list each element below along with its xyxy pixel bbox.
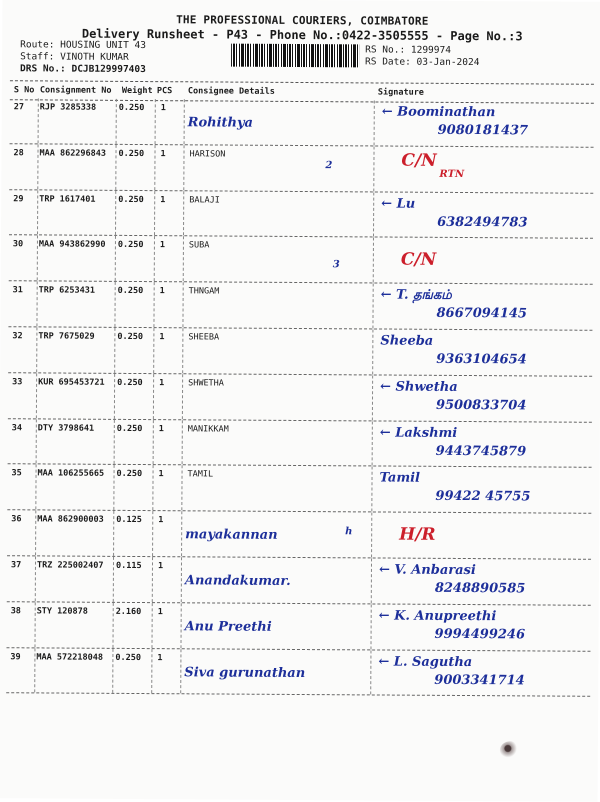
- consignment-no: MAA 862900003: [37, 514, 104, 525]
- column-divider: [38, 98, 39, 143]
- table-row: [9, 190, 593, 239]
- weight: 0.250: [117, 331, 144, 343]
- table-row: [6, 602, 590, 651]
- weight: 0.250: [118, 102, 145, 114]
- column-divider: [36, 373, 37, 418]
- column-divider: [113, 465, 114, 510]
- table-row: [9, 144, 593, 193]
- serial-no: 35: [11, 468, 22, 479]
- col-sno: S No: [13, 85, 35, 96]
- consignment-no: KUR 695453721: [38, 377, 105, 388]
- pieces: 1: [158, 423, 164, 434]
- column-divider: [183, 237, 184, 282]
- signature-phone: 9363104654: [436, 351, 527, 368]
- column-divider: [115, 236, 116, 281]
- column-divider: [180, 649, 181, 694]
- table-row: [7, 510, 591, 559]
- signature-phone: RTN: [439, 168, 465, 180]
- signature: H/R: [399, 524, 436, 546]
- column-divider: [116, 99, 117, 144]
- serial-no: 32: [12, 331, 23, 342]
- signature: ← V. Anbarasi: [378, 562, 476, 579]
- weight: 0.250: [116, 423, 143, 434]
- column-divider: [371, 513, 372, 558]
- handwritten-consignee: Anandakumar.: [184, 573, 291, 589]
- signature: C/N: [401, 150, 437, 171]
- column-divider: [182, 282, 183, 327]
- signature-phone: 6382494783: [437, 214, 528, 230]
- column-divider: [182, 328, 183, 373]
- rs-number: RS No.: 1299974: [365, 44, 451, 56]
- consignee-name: THNGAM: [188, 286, 220, 297]
- rs-date: RS Date: 03-Jan-2024: [365, 56, 480, 69]
- column-divider: [181, 466, 182, 511]
- serial-no: 33: [12, 377, 23, 388]
- drs-number: DRS No.: DCJB129997403: [19, 63, 146, 76]
- consignment-no: MAA 943862990: [38, 239, 106, 251]
- pieces: 1: [160, 148, 166, 159]
- col-consignee: Consignee Details: [187, 86, 275, 97]
- barcode: [231, 44, 359, 68]
- consignment-no: MAA 106255665: [37, 468, 105, 480]
- consignment-no: TRP 7675029: [38, 331, 95, 342]
- column-divider: [36, 419, 37, 464]
- column-divider: [151, 649, 152, 694]
- signature: Tamil: [379, 470, 421, 487]
- signature: ← T. தங்கம்: [380, 287, 452, 304]
- table-row: [7, 556, 591, 605]
- column-divider: [370, 604, 371, 649]
- col-weight: Weight: [121, 85, 153, 97]
- column-divider: [181, 511, 182, 556]
- table-row: [9, 236, 593, 285]
- consignment-no: MAA 862296843: [39, 148, 107, 159]
- consignment-no: MAA 572218048: [36, 651, 103, 663]
- consignee-name: TAMIL: [187, 469, 214, 480]
- table-row: [8, 327, 592, 376]
- consignment-no: RJP 3285338: [39, 102, 97, 113]
- weight: 0.250: [117, 240, 144, 251]
- column-divider: [152, 511, 153, 556]
- column-divider: [114, 419, 115, 464]
- weight: 2.160: [115, 606, 142, 617]
- column-divider: [153, 282, 154, 327]
- serial-no: 30: [12, 239, 24, 250]
- signature: C/N: [400, 250, 437, 271]
- column-divider: [373, 238, 374, 283]
- column-divider: [184, 99, 185, 144]
- column-divider: [181, 557, 182, 602]
- serial-no: 36: [11, 514, 22, 525]
- column-divider: [372, 375, 373, 420]
- consignee-name: SUBA: [188, 240, 210, 251]
- column-divider: [372, 284, 373, 329]
- consignment-no: TRZ 225002407: [36, 560, 104, 571]
- column-divider: [153, 328, 154, 373]
- column-divider: [151, 603, 152, 648]
- signature-phone: 9443745879: [435, 443, 527, 459]
- column-divider: [152, 557, 153, 602]
- pieces: 1: [159, 377, 165, 388]
- signature-phone: 9080181437: [437, 122, 529, 139]
- handwritten-consignee: mayakannan: [185, 527, 278, 544]
- column-divider: [372, 329, 373, 374]
- signature-phone: 8248890585: [434, 580, 526, 597]
- column-divider: [114, 328, 115, 373]
- column-divider: [183, 191, 184, 236]
- table-row: [8, 281, 592, 330]
- serial-no: 38: [10, 606, 21, 617]
- weight: 0.250: [118, 148, 145, 159]
- runsheet-title: Delivery Runsheet - P43 - Phone No.:0422-3505555 - Page No.:3: [81, 26, 523, 44]
- rs-info: [365, 44, 480, 69]
- column-divider: [152, 465, 153, 510]
- serial-no: 29: [13, 193, 24, 204]
- weight: 0.250: [118, 194, 144, 205]
- column-divider: [34, 648, 35, 693]
- weight: 0.250: [115, 652, 142, 663]
- pieces: 1: [159, 286, 165, 297]
- signature: ← Lu: [381, 196, 416, 212]
- pieces: 1: [160, 194, 166, 205]
- column-divider: [115, 145, 116, 190]
- col-consignment: Consignment No: [39, 85, 112, 96]
- serial-no: 27: [13, 102, 25, 113]
- column-divider: [180, 603, 181, 648]
- tally-mark: 3: [332, 259, 340, 271]
- pieces: 1: [159, 332, 165, 343]
- consignee-name: MANIKKAM: [187, 423, 229, 435]
- signature-phone: 99422 45755: [435, 489, 531, 505]
- column-divider: [371, 467, 372, 512]
- tally-mark: h: [345, 526, 353, 538]
- pieces: 1: [157, 561, 164, 572]
- column-divider: [153, 374, 154, 419]
- route-info: [20, 39, 146, 76]
- column-divider: [113, 511, 114, 556]
- pieces: 1: [159, 240, 166, 251]
- consignee-name: SHEEBA: [188, 332, 220, 343]
- column-divider: [37, 236, 38, 281]
- weight: 0.115: [115, 560, 142, 572]
- signature-phone: 9500833704: [435, 397, 527, 414]
- tally-mark: 2: [325, 159, 333, 171]
- consignee-name: HARISON: [189, 149, 226, 160]
- serial-no: 31: [12, 285, 23, 296]
- handwritten-consignee: Rohithya: [187, 115, 254, 131]
- pieces: 1: [157, 652, 163, 663]
- signature-phone: 9003341714: [434, 672, 525, 688]
- consignment-no: STY 120878: [36, 606, 88, 617]
- column-divider: [154, 145, 155, 190]
- pieces: 1: [160, 103, 166, 114]
- column-divider: [371, 558, 372, 603]
- column-divider: [35, 556, 36, 601]
- table-row: [8, 419, 592, 468]
- column-divider: [182, 420, 183, 465]
- column-divider: [373, 146, 374, 191]
- pieces: 1: [157, 606, 163, 617]
- handwritten-consignee: Anu Preethi: [184, 619, 272, 635]
- column-divider: [372, 421, 373, 466]
- column-divider: [182, 374, 183, 419]
- column-divider: [115, 190, 116, 235]
- column-divider: [37, 190, 38, 235]
- column-divider: [113, 557, 114, 602]
- signature-phone: 8667094145: [436, 306, 528, 322]
- consignment-no: TRP 1617401: [39, 193, 96, 205]
- pieces: 1: [158, 515, 164, 526]
- column-divider: [155, 99, 156, 144]
- column-divider: [153, 420, 154, 465]
- column-divider: [112, 603, 113, 648]
- route: Route: HOUSING UNIT 43: [20, 39, 147, 52]
- column-divider: [373, 192, 374, 237]
- column-divider: [37, 144, 38, 189]
- col-pcs: PCS: [156, 86, 173, 97]
- column-divider: [35, 465, 36, 510]
- pieces: 1: [158, 469, 164, 480]
- signature: ← K. Anupreethi: [378, 608, 497, 624]
- serial-no: 37: [10, 560, 22, 571]
- company-name: THE PROFESSIONAL COURIERS, COIMBATORE: [176, 13, 429, 28]
- ink-stain: [500, 741, 520, 759]
- column-divider: [36, 282, 37, 327]
- staff: Staff: VINOTH KUMAR: [20, 51, 129, 63]
- column-divider: [35, 511, 36, 556]
- column-divider: [112, 648, 113, 693]
- column-divider: [154, 191, 155, 236]
- column-divider: [370, 650, 371, 695]
- consignee-name: SHWETHA: [188, 378, 224, 389]
- column-divider: [36, 327, 37, 372]
- column-divider: [374, 100, 375, 145]
- table-row: [7, 465, 591, 514]
- consignee-name: BALAJI: [189, 194, 220, 206]
- serial-no: 28: [13, 148, 24, 159]
- column-divider: [154, 236, 155, 281]
- weight: 0.250: [117, 377, 143, 388]
- col-signature: Signature: [377, 87, 424, 98]
- table-row: [10, 98, 594, 147]
- handwritten-consignee: Siva gurunathan: [184, 664, 306, 681]
- signature: Sheeba: [380, 333, 434, 349]
- signature: ← Lakshmi: [379, 425, 458, 441]
- signature: ← Boominathan: [381, 104, 496, 121]
- weight: 0.250: [117, 286, 144, 297]
- weight: 0.250: [116, 469, 143, 480]
- signature-phone: 9994499246: [434, 626, 526, 643]
- column-divider: [114, 282, 115, 327]
- table-row: [8, 373, 592, 422]
- consignment-no: DTY 3798641: [37, 422, 95, 434]
- signature: ← L. Sagutha: [378, 654, 473, 670]
- table-row: [6, 648, 590, 697]
- signature: ← Shwetha: [380, 379, 458, 395]
- column-divider: [114, 374, 115, 419]
- serial-no: 34: [11, 422, 23, 433]
- weight: 0.125: [116, 515, 142, 526]
- serial-no: 39: [10, 651, 21, 662]
- consignment-no: TRP 6253431: [38, 285, 95, 296]
- column-divider: [183, 145, 184, 190]
- column-divider: [34, 602, 35, 647]
